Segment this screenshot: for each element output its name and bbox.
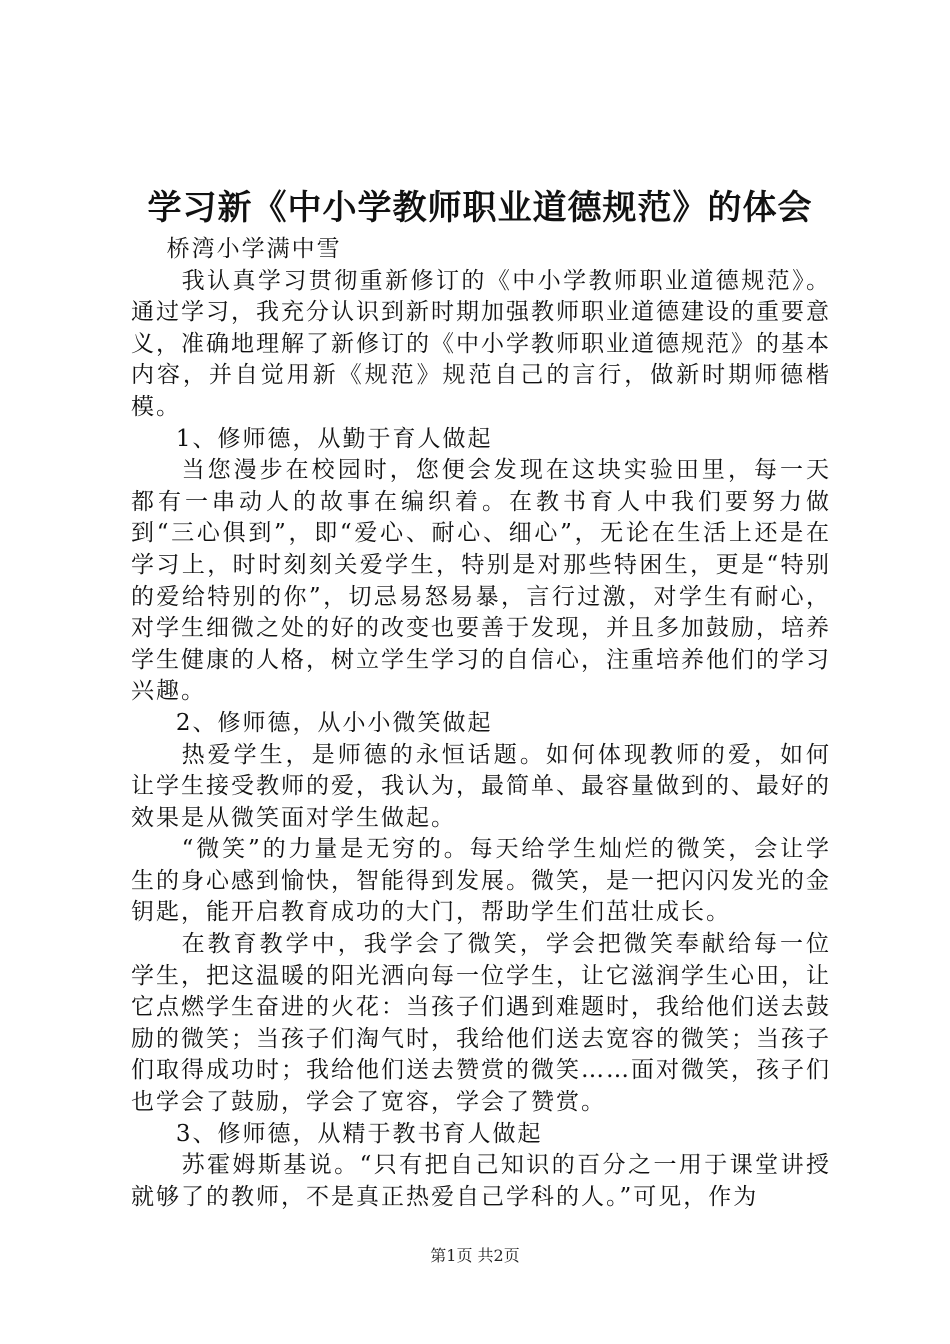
paragraph-section-2c: 在教育教学中，我学会了微笑，学会把微笑奉献给每一位学生，把这温暖的阳光洒向每一位学生，让它滋润学生心田，让它点燃学生奋进的火花：当孩子们遇到难题时，我给他们送去鼓励的微笑；当孩子们淘气时，我给他们送去宽容的微笑；当孩子们取得成功时；我给他们送去赞赏的微笑……面对微笑，孩子们也学会了鼓励，学会了宽容，学会了赞赏。 (131, 931, 831, 1116)
author-line: 桥湾小学满中雪 (166, 236, 342, 262)
page-footer: 第1页 共2页 (430, 1246, 520, 1265)
paragraph-section-2b: “微笑”的力量是无穷的。每天给学生灿烂的微笑，会让学生的身心感到愉快，智能得到发展。微笑，是一把闪闪发光的金钥匙，能开启教育成功的大门，帮助学生们茁壮成长。 (131, 836, 831, 926)
section-heading-2: 2、修师德，从小小微笑做起 (175, 709, 493, 736)
section-heading-3: 3、修师德，从精于教书育人做起 (175, 1120, 543, 1147)
paragraph-section-2a: 热爱学生，是师德的永恒话题。如何体现教师的爱，如何让学生接受教师的爱，我认为，最简单、最容量做到的、最好的效果是从微笑面对学生做起。 (131, 741, 831, 831)
paragraph-intro: 我认真学习贯彻重新修订的《中小学教师职业道德规范》。通过学习，我充分认识到新时期加强教师职业道德建设的重要意义，准确地理解了新修订的《中小学教师职业道德规范》的基本内容，并自觉用新《规范》规范自己的言行，做新时期师德楷模。 (131, 267, 831, 420)
document-body (131, 234, 831, 1213)
section-heading-1: 1、修师德，从勤于育人做起 (175, 425, 493, 452)
paragraph-section-3: 苏霍姆斯基说。“只有把自己知识的百分之一用于课堂讲授就够了的教师，不是真正热爱自己学科的人。”可见，作为 (131, 1152, 831, 1210)
document-title: 学习新《中小学教师职业道德规范》的体会 (147, 188, 813, 228)
paragraph-section-1: 当您漫步在校园时，您便会发现在这块实验田里，每一天都有一串动人的故事在编织着。在教书育人中我们要努力做到“三心俱到”，即“爱心、耐心、细心”，无论在生活上还是在学习上，时时刻刻关爱学生，特别是对那些特困生，更是“特别的爱给特别的你”，切忌易怒易暴，言行过激，对学生有耐心，对学生细微之处的好的改变也要善于发现，并且多加鼓励，培养学生健康的人格，树立学生学习的自信心，注重培养他们的学习兴趣。 (131, 457, 831, 705)
